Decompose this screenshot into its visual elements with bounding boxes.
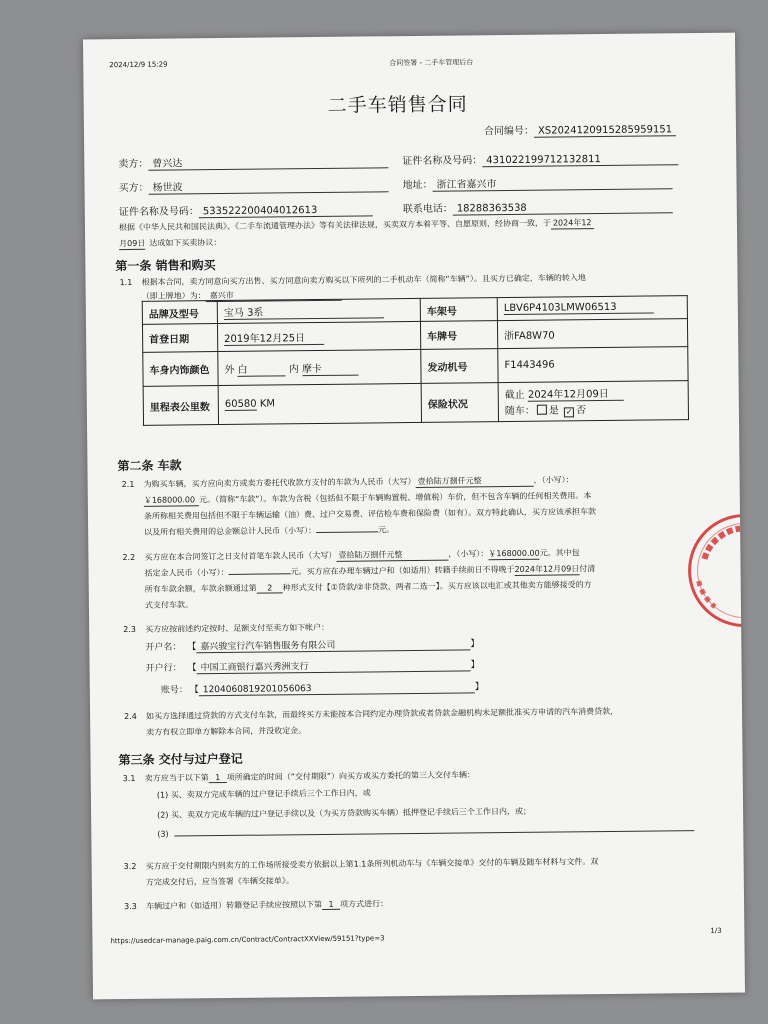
print-datetime: 2024/12/9 15:29	[109, 60, 168, 70]
interior-color: 摩卡	[302, 359, 358, 376]
clause-2-4-line1: 2.4 如买方选择通过贷款的方式支付车款，而最终买方未能按本合同约定办理贷款或者贷款金融机构未足额批准买方申请的汽车消费贷款，	[124, 706, 619, 722]
article2-heading: 第二条 车款	[117, 458, 182, 474]
seller-name: 曾兴达	[148, 152, 388, 171]
account-name-row: 开户名： 【 嘉兴骏宝行汽车销售服务有限公司 】	[145, 636, 479, 653]
buyer-id: 533522200404012613	[199, 204, 373, 218]
vin-value: LBV6P4103LMW06513	[497, 296, 687, 321]
brand-value: 宝马 3系	[217, 298, 420, 323]
address-row	[402, 173, 672, 192]
color-value: 外 白 内 摩卡	[218, 349, 421, 385]
seller-label: 卖方：	[118, 158, 149, 171]
delivery-option-1: (1) 买、卖双方完成车辆的过户登记手续后三个工作日内，或	[156, 788, 371, 800]
preamble-date-b: 月09日	[119, 238, 146, 249]
clause-2-3: 2.3 买方应按前述约定按时、足额支付至卖方如下帐户：	[123, 622, 330, 635]
price-amount: ￥168000.00	[144, 494, 199, 507]
payment-method: 2	[257, 583, 283, 593]
no-checkbox: ✓	[565, 407, 573, 417]
balance-deadline: 2024年12月09日	[514, 564, 580, 574]
clause-3-2-line1: 3.2 买方应于交付期限内到卖方的工作场所接受卖方依据以上第1.1条所列机动车与《车辆交接单》交付的车辆及随车材料与文件。双	[123, 857, 599, 872]
delivery-option-2: (2) 买、卖双方完成车辆的过户登记手续以及（为买方贷款购买车辆）抵押登记手续后三个工作日内，或；	[157, 806, 532, 820]
phone-label: 联系电话：	[402, 203, 453, 216]
first-payment-cn: 壹拾陆万捌仟元整	[336, 549, 448, 562]
clause-3-3: 3.3 车辆过户和（如适用）转籍登记手续应按照以下第 1 项方式进行：	[124, 899, 389, 912]
print-page-number: 1/3	[710, 926, 722, 935]
table-row	[143, 381, 688, 426]
mileage-label: 里程表公里数	[143, 386, 218, 426]
table-row	[143, 347, 688, 387]
price-cn: 壹拾陆万捌仟元整	[416, 475, 534, 488]
seller-id-row	[402, 149, 678, 168]
contract-sheet	[83, 33, 745, 1000]
buyer-name: 杨世波	[148, 176, 388, 195]
article1-heading: 第一条 销售和购买	[115, 258, 216, 274]
preamble-line1: 根据《中华人民共和国民法典》、《二手车流通管理办法》等有关法律法规，买卖双方本着平等、自愿原则，经协商一致，于 2024年12	[119, 217, 594, 234]
account-number-row: 账号： 【 1204060819201056063 】	[160, 682, 484, 696]
buyer-id-label: 证件名称及号码：	[118, 206, 199, 219]
clause-2-1-line3: 条所称相关费用包括但不限于车辆运输（油）费、过户交易费、评估检车费和保险费（如有）。双方特此确认，买方应该承担车款	[143, 507, 597, 521]
buyer-row	[118, 176, 388, 195]
first-payment-amount: ￥168000.00	[488, 548, 540, 559]
clause-2-4-line2: 卖方有权立即单方解除本合同，并没收定金。	[146, 726, 307, 737]
delivery-option-3: (3)	[157, 824, 694, 839]
insurance-value: 截止 2024年12月09日 随车： 是 ✓ 否	[498, 381, 688, 422]
bank-row: 开户行： 【 中国工商银行嘉兴秀洲支行 】	[146, 657, 480, 674]
phone-row	[403, 197, 673, 216]
clause-2-2-line1: 2.2 买方应在本合同签订之日支付首笔车款人民币（大写） 壹拾陆万捌仟元整 ，（小写）：￥168000.00元。其中包	[122, 548, 580, 563]
clause-1-1-line1: 1.1 根据本合同，卖方同意向买方出售、买方同意向卖方购买以下所列的二手机动车（简称“车辆”）。且买方已确定，车辆的转入地	[119, 273, 586, 288]
preamble-date-a: 2024年12	[551, 217, 594, 229]
clause-3-1-line1: 3.1 卖方应当于以下第 1 项所确定的时间（“交付期限”）向买方或买方委托的第三人交付车辆：	[122, 770, 476, 784]
exterior-color: 白	[238, 360, 286, 377]
clause-2-2-line2: 括定金人民币（小写）： 元。买方应在办理车辆过户和（如适用）转籍手续前日不得晚于2024年12月09日付清	[144, 564, 596, 578]
registration-place: 嘉兴市	[206, 289, 342, 302]
seller-row	[118, 152, 388, 171]
buyer-label: 买方：	[118, 182, 149, 195]
plate-value: 浙FA8W70	[497, 319, 687, 349]
company-seal-stamp	[684, 510, 745, 631]
plate-label: 车牌号	[420, 321, 497, 350]
preamble-line2: 月09日 达成如下买卖协议：	[119, 238, 222, 249]
print-url: https://usedcar-manage.paig.com.cn/Contract/ContractXXView/59151?type=3	[110, 934, 385, 946]
reg-date-label: 首登日期	[142, 324, 217, 353]
clause-2-2-line3: 所有车款余额，车款余额通过第 2 种形式支付【①贷款/②非贷款，两者二选一】。买方应该以电汇或其他卖方能够接受的方	[144, 580, 592, 594]
contract-number-row	[484, 120, 676, 138]
transfer-option: 1	[322, 900, 340, 910]
contract-number-label: 合同编号：	[483, 125, 535, 138]
address-label: 地址：	[402, 179, 433, 192]
contract-number: XS2024120915285959151	[534, 124, 676, 137]
seller-id: 431022199712132811	[482, 153, 678, 167]
mileage-value: 60580 KM	[218, 383, 421, 424]
engine-value: F1443496	[498, 347, 688, 383]
insurance-date: 2024年12月09日	[528, 385, 624, 402]
engine-label: 发动机号	[421, 349, 498, 384]
clause-2-1-line2: ￥168000.00 元。（简称“车款”）。车款为含税（包括但不限于车辆购置税、增值税）车价，但不包含车辆的任何相关费用。本	[143, 491, 592, 505]
color-label: 车身内饰颜色	[143, 352, 218, 387]
buyer-id-row	[119, 200, 373, 219]
contract-title: 二手车销售合同	[327, 93, 468, 117]
delivery-option: 1	[209, 773, 227, 783]
clause-2-1-line4: 以及所有相关费用的总金额总计人民币（小写）： 元。	[144, 525, 395, 537]
vin-label: 车架号	[420, 298, 497, 322]
insurance-label: 保险状况	[421, 383, 498, 423]
clause-2-1-line1: 2.1 为购买车辆，买方应向卖方或卖方委托代收款方支付的车款为人民币（大写） 壹拾陆万捌仟元整 ，（小写）：	[121, 475, 574, 490]
vehicle-info-table	[142, 295, 689, 426]
clause-1-1-line2: （即上牌地）为： 嘉兴市	[142, 289, 342, 303]
brand-label: 品牌及型号	[142, 301, 217, 325]
account-number: 1204060819201056063	[199, 682, 475, 696]
print-page-title: 合同签署 - 二手车管理后台	[389, 58, 474, 68]
clause-3-2-line2: 方完成交付后，应当签署《车辆交接单》。	[145, 876, 294, 887]
account-name: 嘉兴骏宝行汽车销售服务有限公司	[196, 636, 470, 653]
clause-2-2-line4: 式支付车款。	[144, 600, 193, 610]
reg-date-value: 2019年12月25日	[217, 321, 420, 351]
yes-checkbox	[537, 405, 547, 415]
article3-heading: 第三条 交付与过户登记	[118, 751, 243, 768]
bank-name: 中国工商银行嘉兴秀洲支行	[197, 657, 471, 674]
seller-id-label: 证件名称及号码：	[402, 155, 483, 168]
phone: 18288363538	[453, 201, 673, 215]
address: 浙江省嘉兴市	[432, 173, 672, 192]
